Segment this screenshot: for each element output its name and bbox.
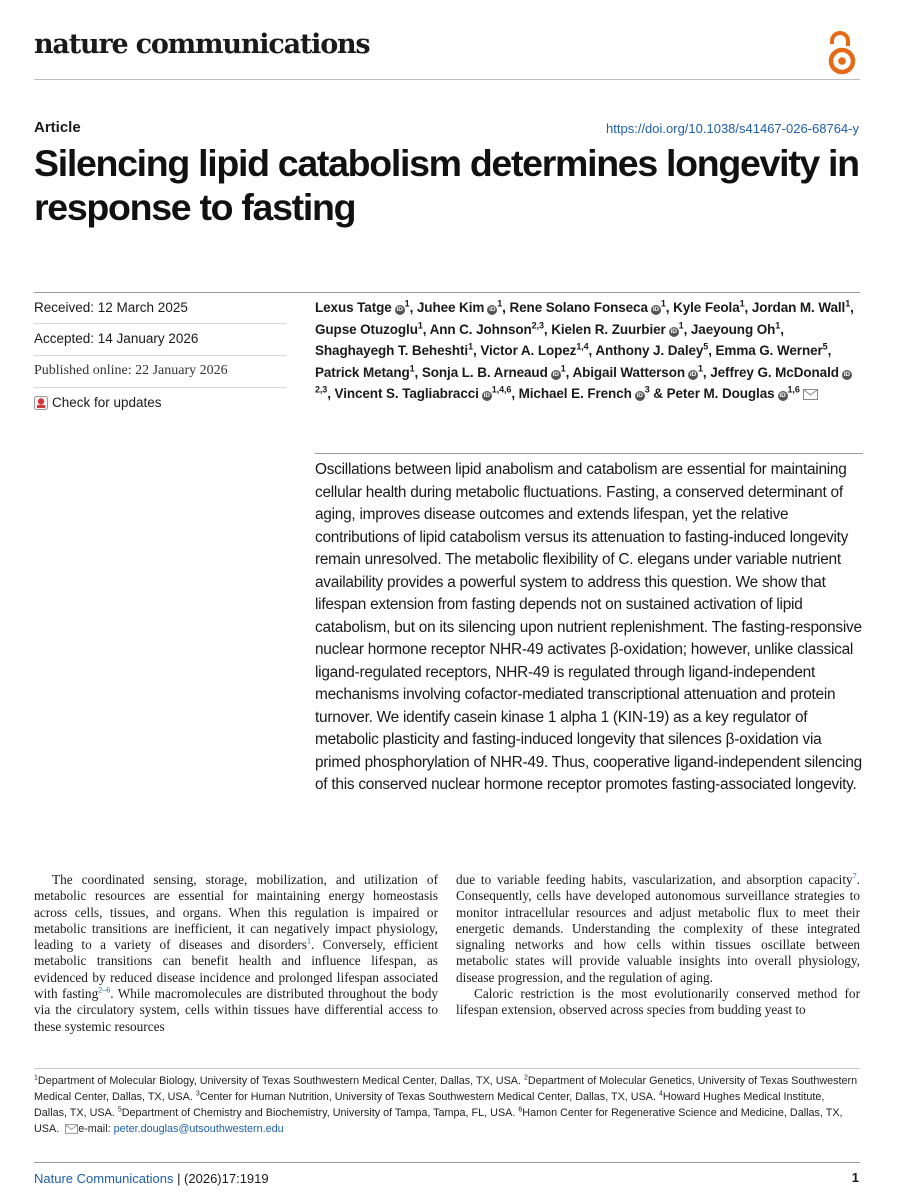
author-affiliation-number: 1: [660, 298, 666, 309]
check-updates-icon: [34, 396, 48, 410]
author-affiliation-number: 1,6: [787, 384, 800, 395]
open-access-icon: [824, 30, 860, 78]
footer-divider: [34, 1162, 860, 1163]
author-name[interactable]: Lexus Tatge: [315, 300, 392, 315]
affiliation-text: Hamon Center for Regenerative Science and Medicine, Dallas, TX, USA.: [34, 1107, 843, 1135]
author-affiliation-number: 1: [678, 320, 684, 330]
orcid-icon[interactable]: iD: [652, 306, 660, 313]
accepted-date: Accepted: 14 January 2026: [34, 331, 199, 346]
email-link[interactable]: peter.douglas@utsouthwestern.edu: [113, 1123, 284, 1135]
author-name[interactable]: Michael E. French: [518, 386, 632, 401]
author-name[interactable]: Kyle Feola: [673, 300, 740, 315]
orcid-icon[interactable]: iD: [483, 392, 490, 399]
body-column-right: [456, 872, 860, 1019]
check-for-updates-button[interactable]: [34, 395, 284, 410]
author-name[interactable]: Anthony J. Daley: [595, 343, 704, 358]
author-name[interactable]: Jaeyoung Oh: [690, 321, 776, 337]
orcid-icon[interactable]: iD: [670, 327, 677, 335]
author-affiliation-number: 1: [404, 298, 410, 309]
citation-ref[interactable]: 2–6: [98, 985, 111, 995]
affiliation-text: Department of Molecular Genetics, University of Texas Southwestern Medical Center, Dallas, TX, USA.: [34, 1075, 858, 1103]
footer-journal-name[interactable]: Nature Communications: [34, 1171, 174, 1186]
body-text: . Conversely, efficient metabolic transitions can benefit health and influence lifespan, as evidenced by reduced disease incidence and prolonged lifespan associated with fasting: [34, 937, 438, 1002]
received-date: Received: 12 March 2025: [34, 300, 188, 315]
orcid-icon[interactable]: iD: [552, 370, 559, 378]
author-affiliation-number: 5: [703, 341, 709, 352]
author-affiliation-number: 1: [775, 320, 781, 330]
orcid-icon[interactable]: iD: [489, 306, 496, 313]
author-name[interactable]: Gupse Otuzoglu: [315, 321, 418, 337]
abstract-text: Oscillations between lipid anabolism and catabolism are essential for maintaining cellular health during metabolic fluctuations. Fasting, a conserved determinant of aging, improves disease outcomes and extends lifespan, yet the relative contributions of lipid catabolism versus its attenuation to fasting-induced longevity remain unresolved. The metabolic flexibility of C. elegans under variable nutrient availability provides a powerful system to address this question. We show that lifespan extension from fasting depends not on sustained activation of lipid catabolism, but on its silencing upon nutrient replenishment. The fasting-responsive nuclear hormone receptor NHR-49 activates β-oxidation; however, unlike classical ligand-regulated receptors, NHR-49 is regulated through ligand-independent mechanisms involving cofactor-mediated transcriptional attenuation and protein turnover. We identify casein kinase 1 alpha 1 (KIN-19) as a key regulator of metabolic plasticity and fasting-induced longevity that silences β-oxidation via primed phosphorylation of NHR-49. Thus, cooperative ligand-independent silencing of this conserved nuclear hormone receptor promotes fasting-associated longevity.: [315, 461, 862, 793]
affiliation-number: 5: [117, 1106, 122, 1114]
author-affiliation-number: 1: [845, 298, 851, 309]
affiliation-text: Department of Chemistry and Biochemistry, University of Tampa, Tampa, FL, USA.: [121, 1107, 519, 1119]
abstract: [315, 453, 863, 839]
affiliation-divider: [34, 1068, 860, 1069]
article-type-label: Article: [34, 119, 81, 136]
email-icon[interactable]: [803, 389, 818, 400]
article-title: Silencing lipid catabolism determines longevity in response to fasting: [34, 142, 859, 228]
affiliation-text: Howard Hughes Medical Institute, Dallas, TX, USA.: [34, 1091, 825, 1119]
affiliation-text: Department of Molecular Biology, University of Texas Southwestern Medical Center, Dallas, TX, USA.: [37, 1075, 524, 1087]
affiliation-number: 2: [523, 1074, 528, 1082]
body-text: . Consequently, cells have developed autonomous surveillance strategies to monitor intracellular resources and adjust metabolic flux to meet their energetic demands. Understanding the complexity of these integrated signaling networks and how cells within tissues oscillate between metabolic states will provide valuable insights into overall physiology, disease progression, and the regulation of aging.: [456, 872, 860, 985]
author-affiliation-number: 1: [497, 298, 503, 309]
author-affiliation-number: 1: [560, 363, 566, 373]
header-divider: [34, 79, 860, 80]
published-date: Published online: 22 January 2026: [34, 363, 228, 378]
author-affiliation-number: 1,4,6: [491, 384, 512, 395]
body-column-left: [34, 872, 438, 1035]
author-affiliation-number: 1: [409, 363, 415, 373]
footer-citation: [34, 1171, 269, 1186]
author-name[interactable]: Vincent S. Tagliabracci: [334, 386, 479, 401]
author-name[interactable]: Jordan M. Wall: [751, 300, 846, 315]
body-paragraph: [456, 872, 860, 986]
doi-link[interactable]: https://doi.org/10.1038/s41467-026-68764-y: [606, 121, 859, 136]
check-updates-label: Check for updates: [52, 395, 162, 410]
author-name[interactable]: Shaghayegh T. Beheshti: [315, 343, 469, 358]
author-list: Lexus Tatge $iD^1$, Juhee Kim $iD^1$, Rene Solano Fonseca $iD^1$, Kyle Feola$^1$, Jordan M. Wall$^1$, Gupse Otuzoglu$^1$, Ann C. Johnson$^{2,3}$, Kielen R. Zuurbier $iD^1$, Jaeyoung Oh$^1$, Shaghayegh T. Beheshti$^1$, Victor A. Lopez$^{1,4}$, Anthony J. Daley$^5$, Emma G. Werner$^5$, Patrick Metang$^1$, Sonja L. B. Arneaud $iD^1$, Abigail Watterson $iD^1$, Jeffrey G. McDonald iD$^{2,3}$, Vincent S. Tagliabracci iD$^{1,4,6}$, Michael E. French $iD^3$ & Peter M. Douglas iD$^{1,6}$: [315, 298, 854, 401]
author-name[interactable]: Juhee Kim: [416, 300, 485, 315]
affiliation-number: 6: [518, 1106, 523, 1114]
orcid-icon[interactable]: iD: [843, 370, 851, 378]
orcid-icon[interactable]: iD: [636, 392, 643, 399]
body-paragraph: [34, 872, 438, 1035]
page-number: 1: [851, 1170, 859, 1185]
author-affiliation-number: 1: [468, 341, 473, 352]
body-text: . While macromolecules are distributed throughout the body via the circulatory system, cells within tissues have differential access to these systemic resources: [34, 986, 439, 1034]
author-affiliation-number: 3: [644, 384, 650, 395]
citation-ref[interactable]: 1: [306, 936, 311, 946]
author-affiliation-number: 1,4: [576, 341, 589, 352]
author-affiliation-number: 1: [698, 363, 703, 373]
footer-volume: | (2026)17:1919: [173, 1171, 269, 1186]
body-text: The coordinated sensing, storage, mobilization, and utilization of metabolic resources are essential for maintaining energy homeostasis across cells, tissues, and organs. When this regulation is impaired or metabolic transitions are inefficient, it can negatively impact physiology, leading to a variety of diseases and disorders: [34, 872, 438, 953]
author-name[interactable]: Ann C. Johnson: [429, 321, 532, 337]
meta-divider: [34, 292, 860, 293]
body-text: due to variable feeding habits, vascularization, and absorption capacity: [456, 872, 853, 887]
affiliation-text: Center for Human Nutrition, University of Texas Southwestern Medical Center, Dallas, TX, USA.: [199, 1091, 659, 1103]
author-affiliation-number: 1: [739, 298, 745, 309]
author-affiliation-number: 5: [822, 341, 828, 352]
meta-separator: [34, 355, 286, 356]
affiliation-number: 1: [34, 1074, 38, 1082]
author-name[interactable]: Rene Solano Fonseca: [509, 300, 648, 315]
orcid-icon[interactable]: iD: [396, 306, 403, 313]
citation-ref[interactable]: 7: [852, 871, 857, 881]
author-affiliation-number: 2,3: [531, 320, 544, 330]
author-name[interactable]: Abigail Watterson: [572, 364, 686, 380]
orcid-icon[interactable]: iD: [689, 370, 697, 378]
email-icon[interactable]: [65, 1124, 78, 1134]
orcid-icon[interactable]: iD: [779, 392, 786, 399]
author-name[interactable]: Kielen R. Zuurbier: [551, 321, 666, 337]
author-name[interactable]: Victor A. Lopez: [480, 343, 577, 358]
author-name[interactable]: Jeffrey G. McDonald: [710, 364, 839, 380]
affiliations: [34, 1073, 860, 1137]
author-name[interactable]: Patrick Metang: [315, 364, 410, 380]
body-paragraph: Caloric restriction is the most evolutionarily conserved method for lifespan extension, observed across species from budding yeast to: [456, 986, 860, 1018]
author-name[interactable]: Emma G. Werner: [715, 343, 823, 358]
meta-separator: [34, 323, 286, 324]
affiliation-number: 4: [659, 1090, 663, 1098]
author-affiliation-number: 1: [417, 320, 423, 330]
affiliation-number: 3: [195, 1090, 200, 1098]
meta-separator: [34, 387, 286, 388]
author-affiliation-number: 2,3: [315, 384, 328, 395]
journal-name: nature communications: [34, 29, 370, 60]
author-name[interactable]: Sonja L. B. Arneaud: [421, 364, 548, 380]
author-name[interactable]: Peter M. Douglas: [666, 386, 775, 401]
email-label: e-mail:: [78, 1123, 114, 1135]
